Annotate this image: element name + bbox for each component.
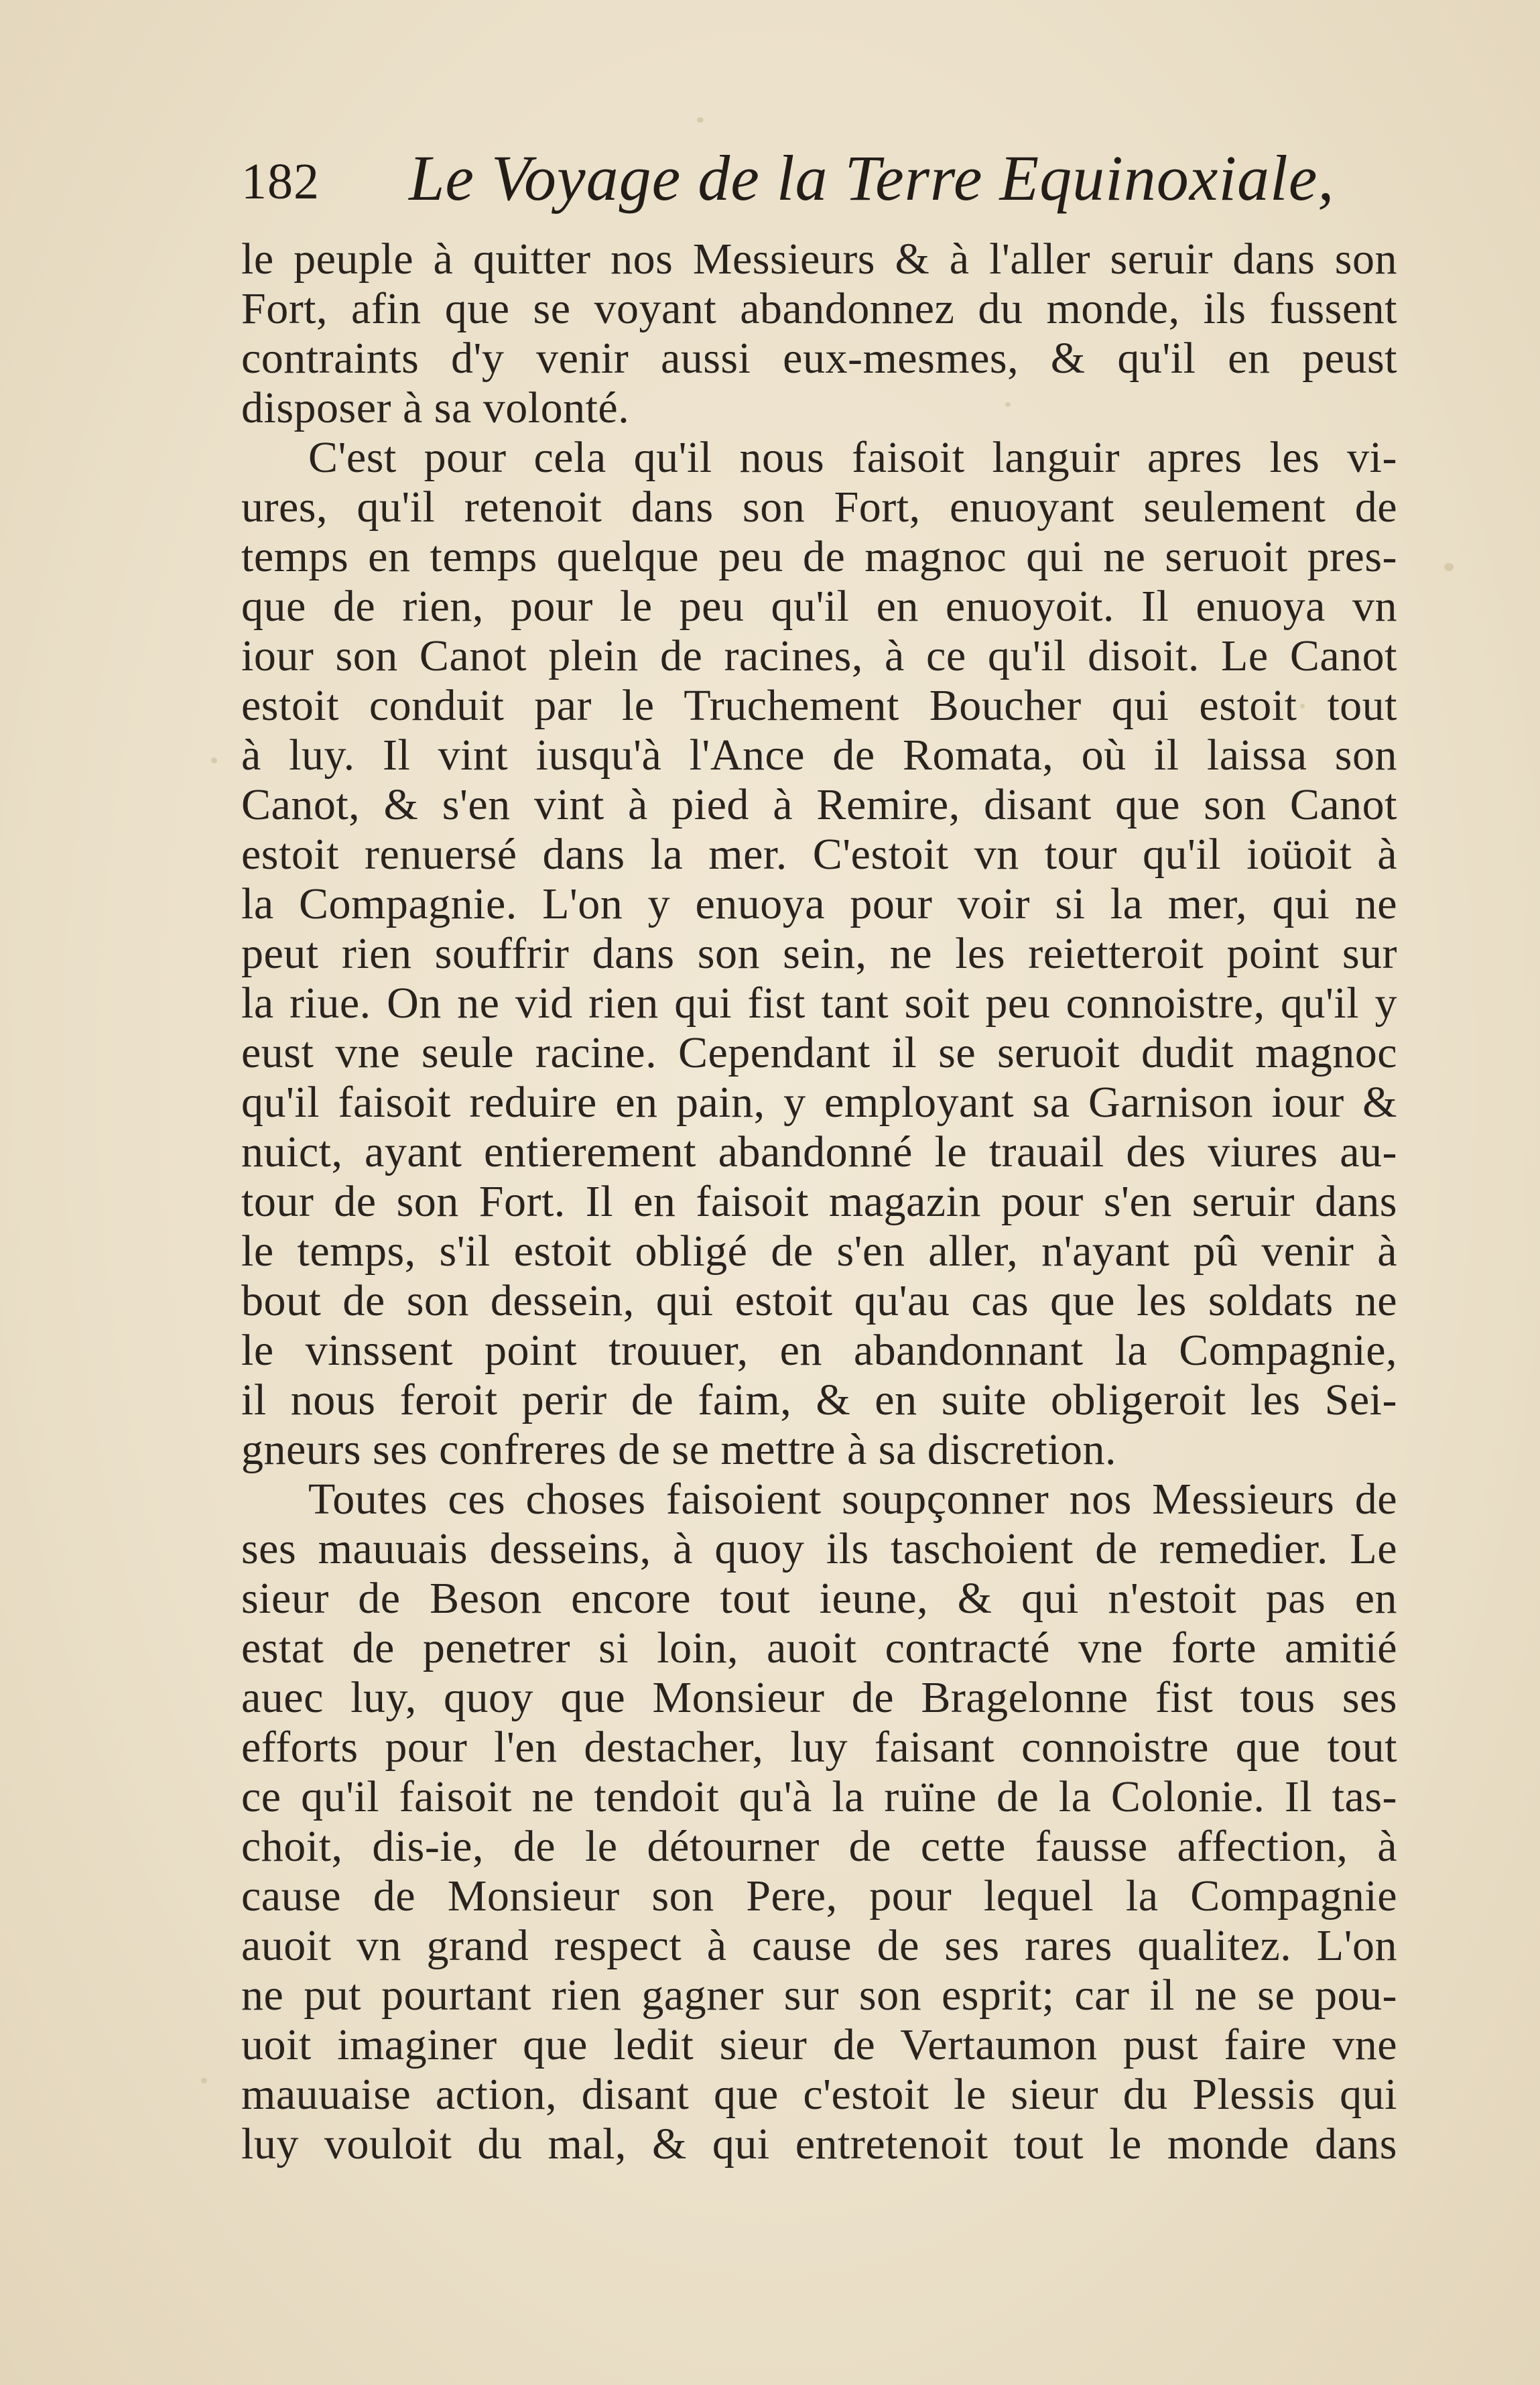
text-line: ses mauuais desseins, à quoy ils taschoient de remedier. Le [241, 1524, 1397, 1573]
text-line: sieur de Beson encore tout ieune, & qui n'estoit pas en [241, 1574, 1397, 1623]
text-line: le temps, s'il estoit obligé de s'en aller, n'ayant pû venir à [241, 1227, 1397, 1276]
paper-spot [201, 2078, 207, 2083]
page-number: 182 [241, 154, 320, 210]
text-line: ures, qu'il retenoit dans son Fort, enuoyant seulement de [241, 483, 1397, 532]
text-line: estat de penetrer si loin, auoit contracté vne forte amitié [241, 1624, 1397, 1672]
text-line: temps en temps quelque peu de magnoc qui ne seruoit pres- [241, 532, 1397, 581]
text-line: peut rien souffrir dans son sein, ne les reietteroit point sur [241, 929, 1397, 978]
text-line: cause de Monsieur son Pere, pour lequel la Compagnie [241, 1872, 1397, 1920]
text-line: Canot, & s'en vint à pied à Remire, disant que son Canot [241, 780, 1397, 829]
text-line: la Compagnie. L'on y enuoya pour voir si la mer, qui ne [241, 879, 1397, 928]
text-line: luy vouloit du mal, & qui entretenoit tout le monde dans [241, 2120, 1397, 2168]
text-line: eust vne seule racine. Cependant il se seruoit dudit magnoc [241, 1028, 1397, 1077]
body-text [241, 235, 1397, 2169]
text-line: bout de son dessein, qui estoit qu'au cas que les soldats ne [241, 1276, 1397, 1325]
text-line: la riue. On ne vid rien qui fist tant soit peu connoistre, qu'il y [241, 979, 1397, 1028]
running-title: Le Voyage de la Terre Equinoxiale, [409, 142, 1335, 214]
text-line: auoit vn grand respect à cause de ses rares qualitez. L'on [241, 1921, 1397, 1970]
text-line: estoit conduit par le Truchement Boucher qui estoit tout [241, 681, 1397, 730]
text-line: iour son Canot plein de racines, à ce qu'il disoit. Le Canot [241, 631, 1397, 680]
text-line: à luy. Il vint iusqu'à l'Ance de Romata, où il laissa son [241, 731, 1397, 780]
text-line: le peuple à quitter nos Messieurs & à l'aller seruir dans son [241, 235, 1397, 284]
text-line: le vinssent point trouuer, en abandonnant la Compagnie, [241, 1326, 1397, 1375]
text-line: que de rien, pour le peu qu'il en enuoyoit. Il enuoya vn [241, 582, 1397, 631]
text-line: il nous feroit perir de faim, & en suite obligeroit les Sei- [241, 1375, 1397, 1424]
text-line: auec luy, quoy que Monsieur de Bragelonne fist tous ses [241, 1673, 1397, 1722]
text-line: Fort, afin que se voyant abandonnez du monde, ils fussent [241, 284, 1397, 333]
text-line: tour de son Fort. Il en faisoit magazin pour s'en seruir dans [241, 1177, 1397, 1226]
text-line: C'est pour cela qu'il nous faisoit languir apres les vi- [308, 433, 1397, 482]
text-line: estoit renuersé dans la mer. C'estoit vn tour qu'il ioüoit à [241, 830, 1397, 879]
text-line: nuict, ayant entierement abandonné le trauail des viures au- [241, 1127, 1397, 1176]
paper-spot [697, 117, 704, 123]
text-line: disposer à sa volonté. [241, 383, 630, 432]
text-line: efforts pour l'en destacher, luy faisant connoistre que tout [241, 1723, 1397, 1772]
paper-spot [211, 757, 217, 763]
text-line: Toutes ces choses faisoient soupçonner nos Messieurs de [308, 1475, 1397, 1524]
paper-spot [1444, 563, 1454, 571]
text-line: ce qu'il faisoit ne tendoit qu'à la ruïne de la Colonie. Il tas- [241, 1772, 1397, 1821]
text-line: ne put pourtant rien gagner sur son esprit; car il ne se pou- [241, 1971, 1397, 2020]
text-line: uoit imaginer que ledit sieur de Vertaumon pust faire vne [241, 2020, 1397, 2069]
text-line: mauuaise action, disant que c'estoit le sieur du Plessis qui [241, 2070, 1397, 2119]
page-header [241, 141, 1335, 221]
text-line: choit, dis-ie, de le détourner de cette fausse affection, à [241, 1822, 1397, 1871]
text-line: qu'il faisoit reduire en pain, y employant sa Garnison iour & [241, 1078, 1397, 1127]
text-line: contraints d'y venir aussi eux-mesmes, & qu'il en peust [241, 334, 1397, 383]
text-line: gneurs ses confreres de se mettre à sa discretion. [241, 1425, 1117, 1474]
